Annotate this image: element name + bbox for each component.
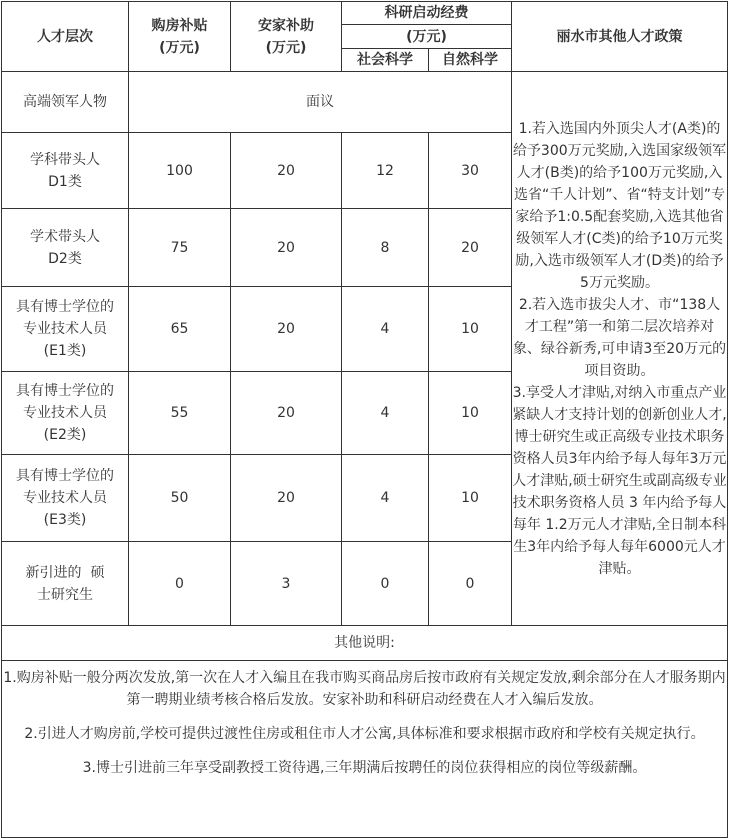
- row-label-line: (E2类): [43, 427, 87, 443]
- other-policy-text: [512, 72, 728, 626]
- header-housing-line2: (万元): [159, 39, 200, 56]
- note-item: 1.购房补贴一般分两次发放,第一次在人才入编且在我市购买商品房后按市政府有关规定发放,剩余部分在人才服务期内第一聘期业绩考核合格后发放。安家补助和科研启动经费在人才入编后发放。: [3, 670, 726, 708]
- cell-housing: 50: [129, 455, 231, 542]
- row-label: [2, 133, 129, 209]
- note-item: 2.引进人才购房前,学校可提供过渡性住房或租住市人才公寓,具体标准和要求根据市政府和学校有关规定执行。: [24, 726, 705, 742]
- cell-social: 4: [342, 287, 429, 372]
- header-settlement-allowance: [231, 2, 342, 72]
- cell-social: 8: [342, 209, 429, 287]
- notes-body: [2, 661, 728, 838]
- header-settle-line2: (万元): [265, 39, 307, 56]
- cell-natural: 0: [429, 542, 512, 626]
- row-label-line: 专业技术人员: [23, 321, 107, 337]
- row-label-line: 具有博士学位的: [16, 468, 114, 484]
- row-label: [2, 542, 129, 626]
- cell-settle: 20: [231, 287, 342, 372]
- cell-housing: 75: [129, 209, 231, 287]
- notes-heading: 其他说明:: [2, 626, 728, 661]
- header-social-science: 社会科学: [342, 49, 429, 72]
- policy-paragraph: 1.若入选国内外顶尖人才(A类)的给予300万元奖励,入选国家级领军人才(B类)的给予100万元奖励,入选省“千人计划”、省“特支计划”专家给予1:0.5配套奖励,入选其他省级领军人才(C类)的给予10万元奖励,入选市级领军人才(D类)的给予5万元奖励。: [512, 120, 727, 291]
- row-label: [2, 209, 129, 287]
- row-label-line: 具有博士学位的: [16, 383, 114, 399]
- cell-settle: 20: [231, 372, 342, 455]
- row-label-line: D1类: [48, 173, 82, 190]
- cell-housing: 65: [129, 287, 231, 372]
- row-label-line: 学术带头人: [30, 228, 100, 245]
- cell-housing: 0: [129, 542, 231, 626]
- row-label-line: D2类: [48, 250, 82, 267]
- cell-social: 4: [342, 372, 429, 455]
- header-settle-line1: 安家补助: [258, 17, 314, 34]
- row-label-line: 专业技术人员: [23, 405, 107, 421]
- cell-natural: 30: [429, 133, 512, 209]
- row-label-line: 具有博士学位的: [16, 299, 114, 315]
- header-research-funding: 科研启动经费: [342, 2, 512, 25]
- cell-social: 0: [342, 542, 429, 626]
- cell-natural: 10: [429, 287, 512, 372]
- header-talent-level: 人才层次: [2, 2, 129, 72]
- note-item: 3.博士引进前三年享受副教授工资待遇,三年期满后按聘任的岗位获得相应的岗位等级薪酬。: [82, 760, 647, 776]
- cell-social: 12: [342, 133, 429, 209]
- cell-natural: 10: [429, 455, 512, 542]
- header-other-policy: 丽水市其他人才政策: [512, 2, 728, 72]
- cell-social: 4: [342, 455, 429, 542]
- cell-settle: 20: [231, 209, 342, 287]
- header-research-unit: (万元): [342, 25, 512, 49]
- cell-natural: 20: [429, 209, 512, 287]
- cell-settle: 20: [231, 455, 342, 542]
- cell-housing: 100: [129, 133, 231, 209]
- policy-paragraph: 3.享受人才津贴,对纳入市重点产业紧缺人才支持计划的创新创业人才,博士研究生或正高级专业技术职务资格人员3年内给予每人每年3万元人才津贴,硕士研究生或副高级专业技术职务资格人员 3 年内给予每人每年 1.2万元人才津贴,全日制本科生3年内给予每人每年6000元人才津贴。: [512, 384, 727, 577]
- header-housing-line1: 购房补贴: [151, 17, 208, 34]
- cell-settle: 3: [231, 542, 342, 626]
- policy-paragraphs: [512, 118, 727, 580]
- row-label: [2, 455, 129, 542]
- cell-negotiable: 面议: [129, 72, 512, 133]
- row-label: 高端领军人物: [2, 72, 129, 133]
- cell-natural: 10: [429, 372, 512, 455]
- row-label: [2, 287, 129, 372]
- cell-settle: 20: [231, 133, 342, 209]
- row-label-line: (E1类): [43, 343, 87, 359]
- row-label-line: 专业技术人员: [23, 490, 107, 506]
- policy-paragraph: 2.若入选市拔尖人才、市“138人才工程”第一和第二层次培养对象、绿谷新秀,可申请3至20万元的项目资助。: [512, 296, 727, 379]
- row-label: [2, 372, 129, 455]
- header-natural-science: 自然科学: [429, 49, 512, 72]
- header-housing-subsidy: [129, 2, 231, 72]
- row-label-line: 士研究生: [37, 586, 93, 603]
- row-label-line: (E3类): [43, 512, 87, 528]
- row-label-line: 新引进的 硕: [25, 564, 105, 581]
- cell-housing: 55: [129, 372, 231, 455]
- row-label-line: 学科带头人: [30, 151, 100, 168]
- talent-subsidy-table: [1, 1, 728, 838]
